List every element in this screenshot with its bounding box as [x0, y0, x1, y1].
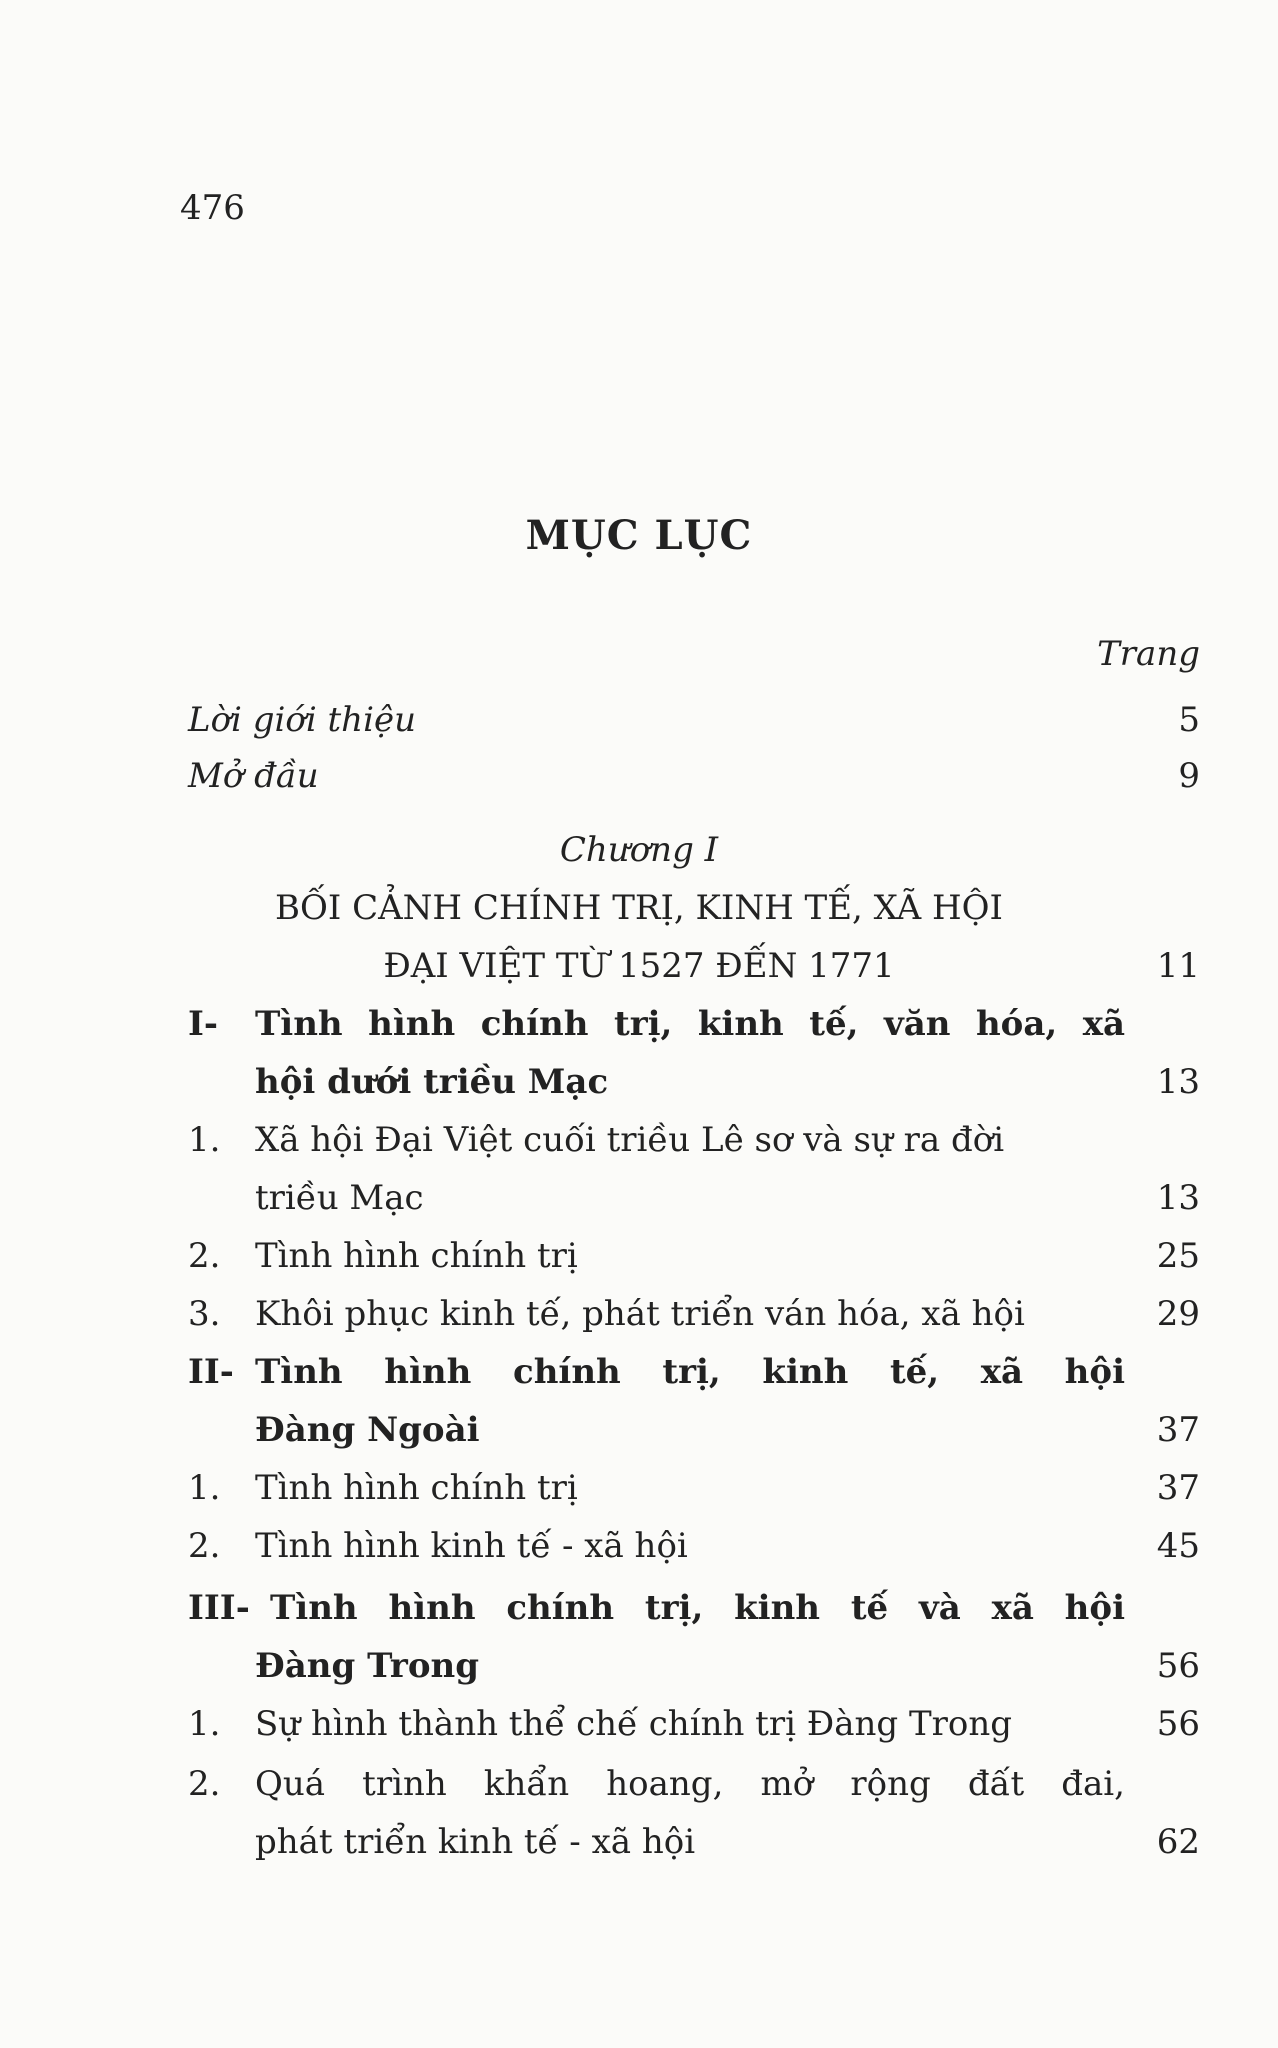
entry-page: 62 [1156, 1822, 1200, 1862]
entry-number: 2. [188, 1236, 221, 1276]
entry-number: 1. [188, 1468, 221, 1508]
entry-text-line1: Quá trình khẩn hoang, mở rộng đất đai, [255, 1764, 1125, 1804]
entry-text-line1: Tình hình chính trị, kinh tế, văn hóa, xã [255, 1004, 1125, 1044]
entry-page: 56 [1156, 1704, 1200, 1744]
entry-text-line2: phát triển kinh tế - xã hội [255, 1822, 696, 1862]
entry-text-line2: Đàng Trong [255, 1646, 479, 1686]
entry-page: 37 [1156, 1468, 1200, 1508]
toc-entry-III-2 [188, 1764, 1200, 1820]
toc-entry-II-2 [188, 1526, 1200, 1582]
entry-page: 13 [1156, 1062, 1200, 1102]
chapter-title-line2: ĐẠI VIỆT TỪ 1527 ĐẾN 1771 [383, 946, 895, 986]
page-number: 476 [180, 188, 245, 228]
entry-page: 5 [1178, 700, 1200, 740]
entry-text-line1: Tình hình chính trị, kinh tế, xã hội [255, 1352, 1125, 1392]
toc-entry-II-cont [188, 1410, 1200, 1466]
toc-entry-I-1-cont [188, 1178, 1200, 1234]
entry-number: 2. [188, 1526, 221, 1566]
entry-text: Sự hình thành thể chế chính trị Đàng Trong [255, 1704, 1013, 1744]
entry-text: Mở đầu [188, 756, 319, 796]
entry-number: 2. [188, 1764, 221, 1804]
entry-text-line1: Tình hình chính trị, kinh tế và xã hội [270, 1588, 1125, 1628]
toc-entry-II-1 [188, 1468, 1200, 1524]
entry-page: 37 [1156, 1410, 1200, 1450]
entry-number: 1. [188, 1120, 221, 1160]
toc-entry-III-1 [188, 1704, 1200, 1760]
entry-text-line2: Đàng Ngoài [255, 1410, 480, 1450]
entry-text-line2: hội dưới triều Mạc [255, 1062, 609, 1102]
entry-number: I- [188, 1004, 219, 1044]
entry-text: Khôi phục kinh tế, phát triển ván hóa, xã hội [255, 1294, 1025, 1334]
toc-entry-I-cont [188, 1062, 1200, 1118]
toc-entry-I-2 [188, 1236, 1200, 1292]
toc-entry-I-1 [188, 1120, 1200, 1176]
entry-text-line2: triều Mạc [255, 1178, 424, 1218]
toc-title: MỤC LỤC [525, 512, 753, 559]
entry-page: 9 [1178, 756, 1200, 796]
entry-page: 45 [1156, 1526, 1200, 1566]
entry-page: 13 [1156, 1178, 1200, 1218]
entry-number: 1. [188, 1704, 221, 1744]
chapter-title-line1: BỐI CẢNH CHÍNH TRỊ, KINH TẾ, XÃ HỘI [275, 888, 1003, 928]
entry-page: 25 [1156, 1236, 1200, 1276]
entry-text: Tình hình chính trị [255, 1468, 578, 1508]
entry-text-line1: Xã hội Đại Việt cuối triều Lê sơ và sự ra đời [255, 1120, 1005, 1160]
entry-text: Tình hình chính trị [255, 1236, 578, 1276]
chapter-label: Chương I [559, 830, 719, 870]
page-column-header: Trang [1097, 634, 1200, 674]
entry-number: 3. [188, 1294, 221, 1334]
entry-number: III- [188, 1588, 250, 1628]
toc-entry-II [188, 1352, 1200, 1408]
entry-page: 56 [1156, 1646, 1200, 1686]
toc-entry-I [188, 1004, 1200, 1060]
toc-entry-III-cont [188, 1646, 1200, 1702]
toc-entry-front-1 [188, 700, 1200, 756]
entry-text: Tình hình kinh tế - xã hội [255, 1526, 688, 1566]
toc-entry-I-3 [188, 1294, 1200, 1350]
entry-page: 29 [1156, 1294, 1200, 1334]
toc-entry-III [188, 1588, 1200, 1644]
entry-number: II- [188, 1352, 234, 1392]
toc-entry-III-2-cont [188, 1822, 1200, 1878]
chapter-page: 11 [1156, 946, 1200, 986]
entry-text: Lời giới thiệu [188, 700, 416, 740]
toc-entry-front-2 [188, 756, 1200, 812]
